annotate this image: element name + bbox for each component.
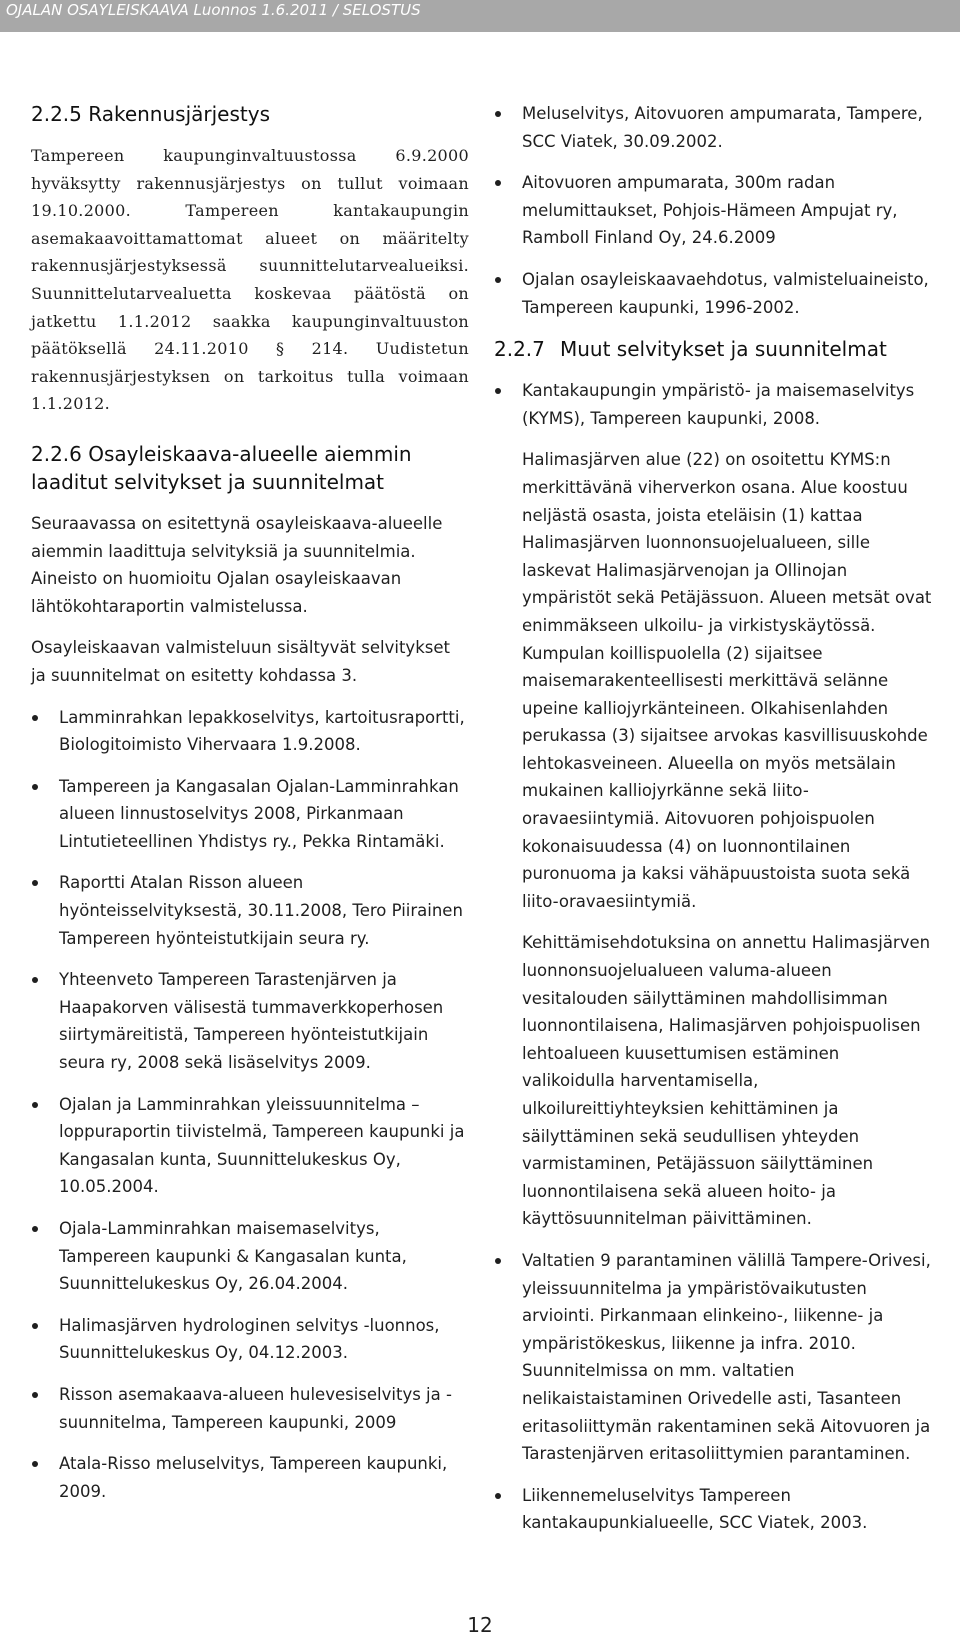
bullet-icon [32,1392,38,1398]
list-item: Meluselvitys, Aitovuoren ampumarata, Tampere, SCC Viatek, 30.09.2002. [494,100,932,155]
heading-225: 2.2.5 Rakennusjärjestys [31,102,270,126]
bullet-icon [495,277,501,283]
para-226-2: Osayleiskaavan valmisteluun sisältyvät selvitykset ja suunnitelmat on esitetty kohdassa 3. [31,638,450,685]
list-item: Kantakaupungin ympäristö- ja maisemaselvitys (KYMS), Tampereen kaupunki, 2008. [494,377,932,432]
bullet-icon [32,1323,38,1329]
list-item: Atala-Risso meluselvitys, Tampereen kaupunki, 2009. [31,1450,469,1505]
list-226 [31,704,469,1506]
bullet-icon [32,784,38,790]
bullet-icon [495,111,501,117]
bullet-icon [495,1258,501,1264]
left-column [31,100,469,1519]
header-subtitle: Luonnos 1.6.2011 / SELOSTUS [193,1,421,19]
list-item: Raportti Atalan Risson alueen hyönteisselvityksestä, 30.11.2008, Tero Piirainen Tampereen hyönteistutkijain seura ry. [31,869,469,952]
header-title: OJALAN OSAYLEISKAAVA [6,1,189,19]
list-item: Valtatien 9 parantaminen välillä Tampere-Orivesi, yleissuunnitelma ja ympäristövaikutusten arviointi. Pirkanmaan elinkeino-, liikenne- ja ympäristökeskus, liikenne ja infra. 2010. Suunnitelmissa on mm. valtatien nelikaistaistaminen Orivedelle asti, Tasanteen eritasoliittymän rakentaminen sekä Aitovuoren ja Tarastenjärven eritasoliittymien parantaminen. [494,1247,932,1468]
bullet-icon [32,1102,38,1108]
bullet-icon [32,880,38,886]
list-item: Halimasjärven hydrologinen selvitys -luonnos, Suunnittelukeskus Oy, 04.12.2003. [31,1312,469,1367]
bullet-icon [32,977,38,983]
list-item: Liikennemeluselvitys Tampereen kantakaupunkialueelle, SCC Viatek, 2003. [494,1482,932,1537]
bullet-icon [495,1493,501,1499]
list-item: Risson asemakaava-alueen hulevesiselvitys ja -suunnitelma, Tampereen kaupunki, 2009 [31,1381,469,1436]
list-item: Yhteenveto Tampereen Tarastenjärven ja Haapakorven välisestä tummaverkkoperhosen siirtymäreitistä, Tampereen hyönteistutkijain seura ry, 2008 sekä lisäselvitys 2009. [31,966,469,1076]
list-item: Ojala-Lamminrahkan maisemaselvitys, Tampereen kaupunki & Kangasalan kunta, Suunnittelukeskus Oy, 26.04.2004. [31,1215,469,1298]
bullet-icon [495,388,501,394]
para-225: Tampereen kaupunginvaltuustossa 6.9.2000 hyväksytty rakennusjärjestys on tullut voimaan 19.10.2000. Tampereen kantakaupungin asemakaavoittamattomat alueet on määritelty rakennusjärjestyksessä suunnittelutarvealueiksi. Suunnittelutarvealuetta koskevaa päätöstä on jatkettu 1.1.2012 saakka kaupunginvaltuuston päätöksellä 24.11.2010 § 214. Uudistetun rakennusjärjestyksen on tarkoitus tulla voimaan 1.1.2012. [31,146,469,414]
page-number: 12 [0,1600,960,1650]
para-226-1: Seuraavassa on esitettynä osayleiskaava-alueelle aiemmin laadittuja selvityksiä ja suunnitelmia. Aineisto on huomioitu Ojalan osayleiskaavan lähtökohtaraportin valmistelussa. [31,513,443,616]
bullet-icon [32,1226,38,1232]
list-item: Tampereen ja Kangasalan Ojalan-Lamminrahkan alueen linnustoselvitys 2008, Pirkanmaan Lintutieteellinen Yhdistys ry., Pekka Rintamäki. [31,773,469,856]
heading-227 [494,335,932,363]
list-item: Lamminrahkan lepakkoselvitys, kartoitusraportti, Biologitoimisto Vihervaara 1.9.2008. [31,704,469,759]
para-227-2: Kehittämisehdotuksina on annettu Halimasjärven luonnonsuojelualueen valuma-alueen vesitalouden säilyttäminen mahdollisimman luonnontilaisena, Halimasjärven pohjoispuolisen lehtoalueen kuusettumisen estäminen valikoidulla harventamisella, ulkoilureittiyhteyksien kehittäminen ja säilyttäminen sekä seudullisen yhteyden varmistaminen, Petäjässuon säilyttäminen luonnontilaisena sekä alueen hoito- ja käyttösuunnitelman päivittäminen. [522,933,931,1229]
list-bottom [494,1247,932,1537]
bullet-icon [495,180,501,186]
heading-227-title: Muut selvitykset ja suunnitelmat [560,337,887,362]
list-item: Ojalan osayleiskaavaehdotus, valmisteluaineisto, Tampereen kaupunki, 1996-2002. [494,266,932,321]
right-column [494,100,932,1551]
document-header [0,0,960,32]
bullet-icon [32,1461,38,1467]
list-top [494,100,932,321]
para-227-1: Halimasjärven alue (22) on osoitettu KYMS:n merkittävänä viherverkon osana. Alue koostuu neljästä osasta, joista eteläisin (1) kattaa Halimasjärven luonnonsuojelualueen, sille laskevat Halimasjärvenojan ja Ollinojan ympäristöt sekä Petäjässuon. Alueen metsät ovat enimmäkseen ulkoilu- ja virkistyskäytössä. Kumpulan koillispuolella (2) sijaitsee maisemarakenteellisesti merkittävä selänne upeine kalliojyrkänteineen. Olkahisenlahden perukassa (3) sijaitsee arvokas kasvillisuuskohde lehtokasveineen. Alueella on myös metsälain mukainen kalliojyrkänne sekä liito-oravaesiintymiä. Aitovuoren pohjoispuolen kokonaisuudessa (4) on luonnontilainen puronuoma ja kaksi vähäpuustoista suota sekä liito-oravaesiintymiä. [522,450,932,911]
list-item: Ojalan ja Lamminrahkan yleissuunnitelma – loppuraportin tiivistelmä, Tampereen kaupunki ja Kangasalan kunta, Suunnittelukeskus Oy, 10.05.2004. [31,1091,469,1201]
list-227 [494,377,932,432]
heading-227-number: 2.2.7 [494,337,545,362]
list-item: Aitovuoren ampumarata, 300m radan melumittaukset, Pohjois-Hämeen Ampujat ry, Ramboll Finland Oy, 24.6.2009 [494,169,932,252]
heading-226: 2.2.6 Osayleiskaava-alueelle aiemmin laaditut selvitykset ja suunnitelmat [31,441,412,494]
bullet-icon [32,715,38,721]
